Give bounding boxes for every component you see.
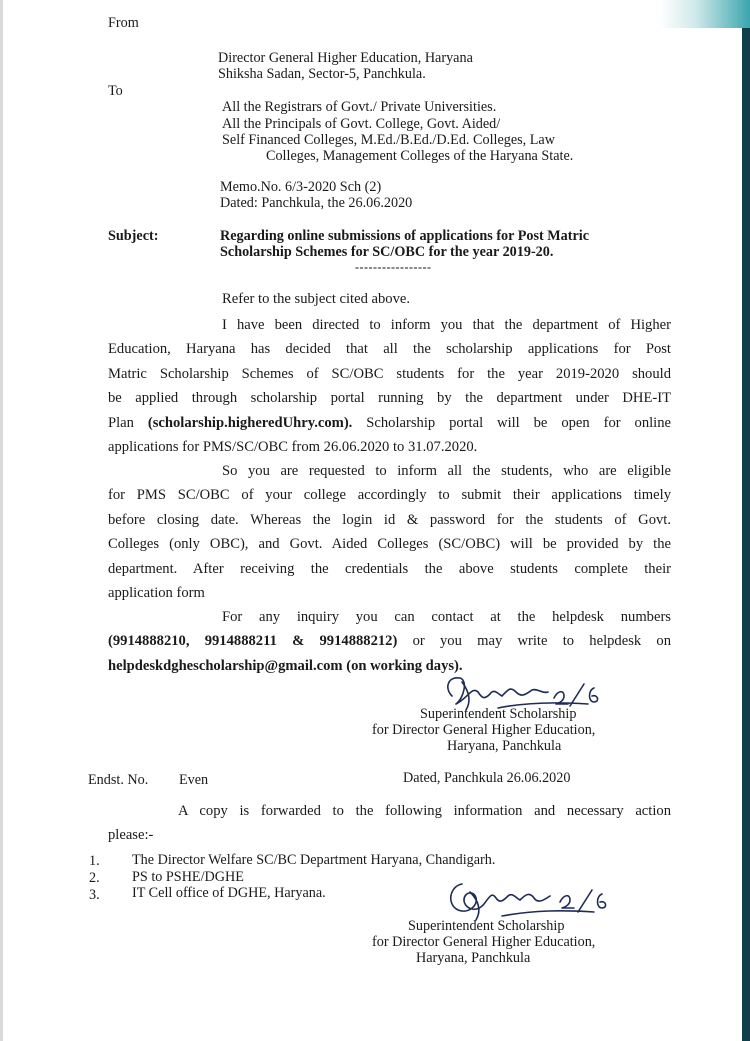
signature-2-title: Superintendent Scholarship bbox=[408, 918, 565, 934]
helpdesk-email: helpdeskdghescholarship@gmail.com bbox=[108, 657, 343, 674]
signature-1-for: for Director General Higher Education, bbox=[372, 722, 596, 738]
paragraph-2-line: I have been directed to inform you that the department of Higher bbox=[222, 317, 671, 333]
copy-list-number: 2. bbox=[89, 870, 100, 886]
subject-label: Subject: bbox=[108, 228, 159, 244]
copy-list-item: PS to PSHE/DGHE bbox=[132, 869, 244, 885]
to-line-3: Self Financed Colleges, M.Ed./B.Ed./D.Ed. Colleges, Law bbox=[222, 132, 555, 148]
paragraph-3-line: before closing date. Whereas the login id & password for the students of Govt. bbox=[108, 511, 671, 528]
paragraph-2-line: Education, Haryana has decided that all the scholarship applications for Post bbox=[108, 341, 671, 358]
copy-forward-line: A copy is forwarded to the following information and necessary action bbox=[178, 803, 671, 819]
scan-right-edge bbox=[742, 0, 750, 1041]
from-line-1: Director General Higher Education, Haryana bbox=[218, 50, 473, 66]
paragraph-2-line: Matric Scholarship Schemes of SC/OBC students for the year 2019-2020 should bbox=[108, 365, 671, 382]
paragraph-2-line bbox=[108, 411, 671, 435]
to-line-2: All the Principals of Govt. College, Govt. Aided/ bbox=[222, 116, 501, 132]
from-line-2: Shiksha Sadan, Sector-5, Panchkula. bbox=[218, 66, 426, 82]
signature-2-place: Haryana, Panchkula bbox=[416, 950, 531, 966]
paragraph-2 bbox=[108, 313, 671, 459]
paragraph-4-line bbox=[108, 629, 671, 653]
memo-number: Memo.No. 6/3-2020 Sch (2) bbox=[220, 179, 382, 195]
subject-line-1: Regarding online submissions of applications for Post Matric bbox=[220, 228, 590, 244]
paragraph-2-line: be applied through scholarship portal running by the department under DHE-IT bbox=[108, 390, 671, 407]
memo-date: Dated: Panchkula, the 26.06.2020 bbox=[220, 195, 413, 211]
paragraph-2-line: applications for PMS/SC/OBC from 26.06.2020 to 31.07.2020. bbox=[108, 439, 478, 456]
paragraph-3-line: department. After receiving the credentials the above students complete their bbox=[108, 560, 671, 577]
copy-forward-line: please:- bbox=[108, 827, 154, 844]
endst-value: Even bbox=[179, 772, 209, 788]
from-label: From bbox=[108, 15, 139, 31]
signature-1-title: Superintendent Scholarship bbox=[420, 706, 577, 722]
scan-corner-artifact bbox=[660, 0, 750, 28]
subject-line-2: Scholarship Schemes for SC/OBC for the year 2019-20. bbox=[220, 244, 554, 260]
copy-list-item: The Director Welfare SC/BC Department Haryana, Chandigarh. bbox=[132, 852, 496, 868]
paragraph-3-line: application form bbox=[108, 585, 205, 602]
paragraph-3-line: for PMS SC/OBC of your college accordingly to submit their applications timely bbox=[108, 487, 671, 504]
signature-2-for: for Director General Higher Education, bbox=[372, 934, 596, 950]
working-days-text: (on working days). bbox=[346, 657, 463, 674]
paragraph-3-line: Colleges (only OBC), and Govt. Aided Colleges (SC/OBC) will be provided by the bbox=[108, 536, 671, 553]
paragraph-1: Refer to the subject cited above. bbox=[222, 291, 411, 307]
to-label: To bbox=[108, 83, 123, 99]
portal-url: (scholarship.higheredUhry.com). bbox=[147, 414, 353, 431]
copy-list-number: 3. bbox=[89, 887, 100, 903]
paragraph-3-line: So you are requested to inform all the students, who are eligible bbox=[222, 463, 671, 479]
copy-list-number: 1. bbox=[89, 853, 100, 869]
helpdesk-numbers: (9914888210, 9914888211 & 9914888212) bbox=[108, 633, 398, 650]
endst-date: Dated, Panchkula 26.06.2020 bbox=[403, 770, 571, 786]
copy-forward-paragraph bbox=[108, 799, 671, 848]
signature-1-place: Haryana, Panchkula bbox=[447, 738, 562, 754]
endst-label: Endst. No. bbox=[88, 772, 149, 788]
plan-word: Plan bbox=[108, 414, 134, 431]
paragraph-4-line: For any inquiry you can contact at the helpdesk numbers bbox=[222, 609, 671, 625]
portal-note: Scholarship portal will be open for online bbox=[366, 414, 672, 431]
copy-list-item: IT Cell office of DGHE, Haryana. bbox=[132, 885, 326, 901]
scan-left-edge bbox=[0, 0, 3, 1041]
paragraph-3 bbox=[108, 459, 671, 605]
subject-underline: ----------------- bbox=[355, 260, 432, 274]
write-to-text: or you may write to helpdesk on bbox=[412, 633, 671, 650]
to-line-1: All the Registrars of Govt./ Private Universities. bbox=[222, 99, 497, 115]
to-line-4: Colleges, Management Colleges of the Haryana State. bbox=[266, 148, 574, 164]
